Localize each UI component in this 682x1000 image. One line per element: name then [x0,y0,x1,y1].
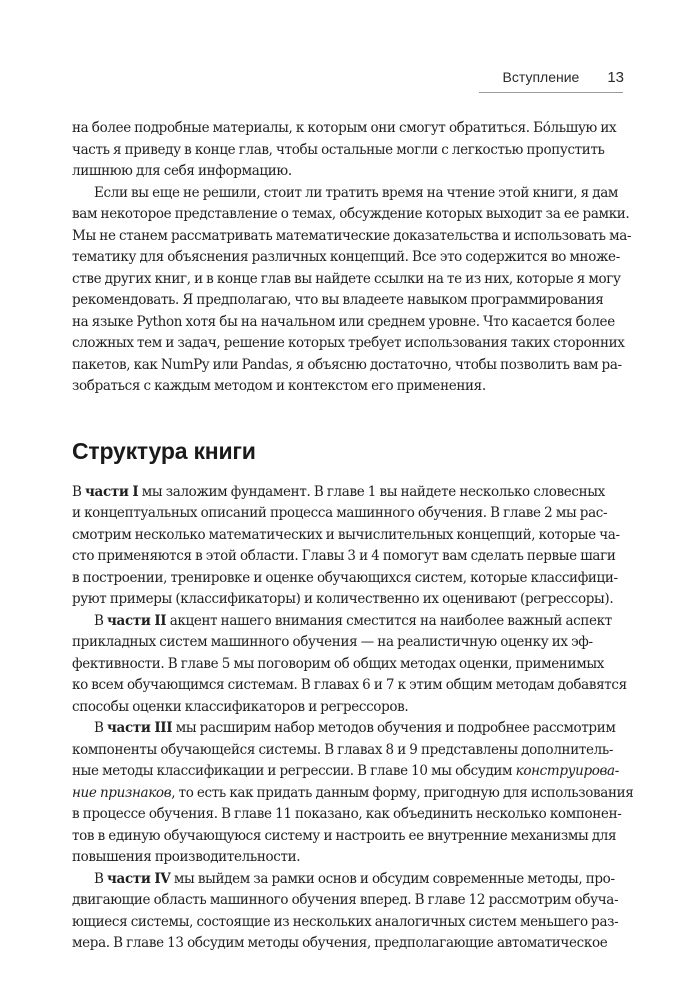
text-line: Мы не станем рассматривать математические доказательства и использовать ма- [72,227,632,244]
text-line: способы оценки классификаторов и регрессоров. [72,698,409,715]
text-line: в построении, тренировке и оценке обучающихся систем, которые классифици- [72,569,618,586]
text-line: на языке Python хотя бы на начальном или среднем уровне. Что касается более [72,313,615,330]
text-line: стве других книг, и в конце глав вы найдете ссылки на те из них, которые я могу [72,270,621,287]
page-number: 13 [607,68,624,86]
header-chapter-title: Вступление [502,69,580,85]
text-line: руют примеры (классификаторы) и количественно их оценивают (регрессоры). [72,591,614,607]
text-line: мера. В главе 13 обсудим методы обучения, предполагающие автоматическое [72,935,608,951]
text-run: , то есть как придать данным форму, пригодную для использования [171,784,634,801]
text-run: ные методы классификации и регрессии. В главе 10 мы обсудим [72,763,516,779]
text-run: В [94,720,108,736]
emphasis-term: конструирова- [515,763,619,779]
running-header [503,66,624,88]
text-line: прикладных систем машинного обучения — на реалистичную оценку их эф- [72,634,593,650]
text-line: в процессе обучения. В главе 11 показано, как объединить несколько компонен- [72,806,622,822]
text-line: сто применяются в этой области. Главы 3 и 4 помогут вам сделать первые шаги [72,548,616,564]
text-line: смотрим несколько математических и вычислительных концепций, которые ча- [72,526,620,543]
text-line: компоненты обучающейся системы. В главах 8 и 9 представлены дополнитель- [72,741,614,758]
text-run: В [94,612,108,629]
text-run: мы расширим набор методов обучения и подробнее рассмотрим [172,720,616,736]
header-rule [479,92,623,93]
text-line: на более подробные материалы, к которым они смогут обратиться. Бо́льшую их [72,120,617,136]
part-3-paragraph [72,718,634,869]
text-line [72,482,605,504]
text-run: В [72,483,86,500]
text-line: тематику для объяснения различных концепций. Все это содержится во множе- [72,249,620,265]
intro-paragraph-1 [72,118,617,183]
text-line: ющиеся системы, состоящие из нескольких аналогичных систем меньшего раз- [72,913,619,930]
part-2-paragraph [72,611,627,719]
text-line: двигающие область машинного обучения вперед. В главе 12 рассмотрим обуча- [72,892,619,908]
text-line: лишнюю для себя информацию. [72,163,292,179]
part-label: части I [85,483,139,500]
text-line: ко всем обучающимся системам. В главах 6 и 7 к этим общим методам добавятся [72,677,627,693]
section-heading: Структура книги [72,437,256,464]
intro-paragraph-2 [72,183,632,398]
part-4-paragraph [72,869,619,955]
emphasis-term: ние признаков [72,784,172,801]
text-line [72,761,619,783]
text-line: тов в единую обучающуюся систему и настроить ее внутренние механизмы для [72,827,617,844]
text-line [72,869,615,891]
part-label: части III [107,720,173,736]
text-line: и концептуальных описаний процесса машинного обучения. В главе 2 мы рас- [72,505,608,521]
part-1-paragraph [72,482,620,611]
text-line: зобраться с каждым методом и контекстом его применения. [72,378,486,394]
text-line: вам некоторое представление о темах, обсуждение которых выходит за ее рамки. [72,206,630,222]
text-line: Если вы еще не решили, стоит ли тратить время на чтение этой книги, я дам [94,184,619,201]
text-line [72,611,612,633]
text-line: фективности. В главе 5 мы поговорим об общих методах оценки, применимых [72,655,605,672]
page-body [72,118,634,955]
part-label: части II [107,612,167,629]
text-run: акцент нашего внимания сместится на наиболее важный аспект [166,612,612,629]
text-line: сложных тем и задач, решение которых требует использования таких сторонних [72,335,625,351]
text-line: повышения производительности. [72,849,301,865]
part-label: части IV [107,870,171,887]
text-line [72,783,634,805]
text-line: часть я приведу в конце глав, чтобы остальные могли с легкостью пропустить [72,141,605,158]
text-run: В [94,870,108,887]
text-line: пакетов, как NumPy или Pandas, я объясню достаточно, чтобы позволить вам ра- [72,356,622,373]
text-line: рекомендовать. Я предполагаю, что вы владеете навыком программирования [72,292,604,308]
text-line [72,718,616,740]
text-run: мы заложим фундамент. В главе 1 вы найдете несколько словесных [138,483,605,500]
text-run: мы выйдем за рамки основ и обсудим современные методы, про- [170,870,615,887]
